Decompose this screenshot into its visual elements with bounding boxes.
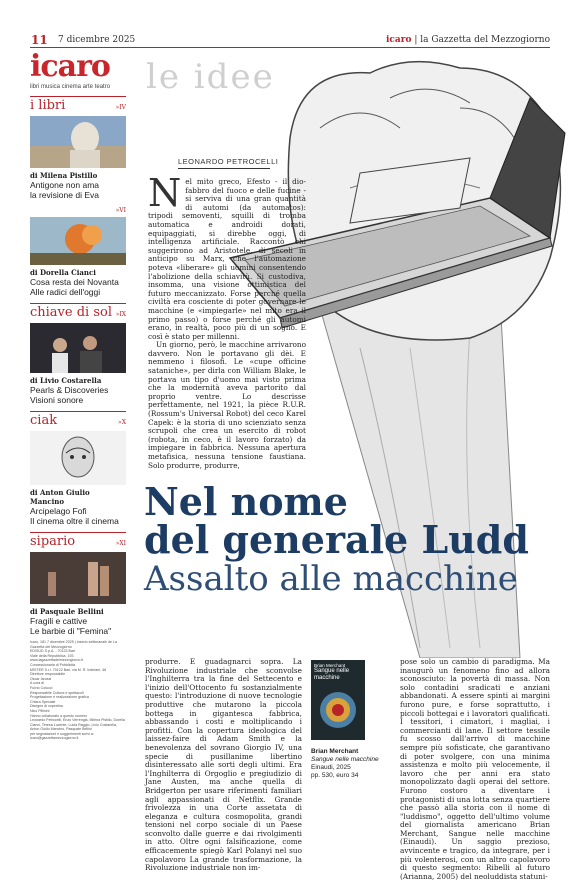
- article-title[interactable]: Antigone non ama la revisione di Eva: [30, 180, 99, 200]
- article-column-3: pose solo un cambio di paradigma. Ma inaugurò un fenomeno fino ad allora sconosciuto: la povertà di massa. Non solo contadini sradicati e anziani abbandonati. A essere spinti ai margini furono pure, e forse soprattutto, i piccoli bottegai e i lavoratori qualificati. I tessitori, i cimatori, i magliai, i commercianti di lane. Il settore tessile fu scosso dall'arrivo di macchine sempre più sofisticate, che garantivano di poter svolgere, con una minima assistenza e molto più velocemente, il lavoro che per anni era stato monopolizzato dagli operai del settore. Furono costoro a diventare i protagonisti di una lotta senza quartiere che passò alla storia con il nome di "luddismo", oggetto dell'ultimo volume del giornalista americano Brian Merchant, Sangue nelle macchine (Einaudi). Un saggio prezioso, avvincente e tragico, da integrare, per i più volenterosi, con un altro capolavoro di questo segmento: Ribelli al futuro (Arianna, 2005) del neoluddista statuni-: [400, 657, 550, 881]
- section-heading-sipario: sipario »XI: [30, 534, 126, 549]
- page-number: 11: [31, 33, 48, 47]
- section-heading-chiave-di-sol: chiave di sol »IX: [30, 305, 126, 320]
- thumb-stage-figures[interactable]: [30, 552, 126, 604]
- page-ref: »XI: [115, 540, 126, 547]
- article-title[interactable]: Arcipelago Fofi Il cinema oltre il cinema: [30, 506, 119, 526]
- issue-date: 7 dicembre 2025: [58, 35, 136, 45]
- article-author: di Livio Costarella: [30, 376, 102, 385]
- article-author: di Anton Giulio Mancino: [30, 488, 90, 506]
- section-heading-libri: i libri »IV: [30, 98, 126, 113]
- thumb-musicians[interactable]: [30, 323, 126, 373]
- page-ref: »IV: [115, 104, 126, 111]
- section-heading-blank: [30, 206, 126, 214]
- article-title[interactable]: Pearls & Discoveries Visioni sonore: [30, 385, 109, 405]
- intro-paragraph-2: Un giorno, però, le macchine arrivarono davvero. Non le portavano gli dèi. E nemmeno i filosofi. Le «cupe officine sataniche», per dirla con William Blake, le portava un tipo d'uomo mai visto prima che la modernità aveva partorito dal proprio ventre. Lo descrisse perfettamente, nel 1921, la pièce R.U.R. (Rossum's Universal Robot) del ceco Karel Capek: è la storia di uno scienziato senza scrupoli che crea un esercito di robot (robota, in ceco, è il lavoro forzato) da impiegare in fabbrica. Nessuna apertura metafisica, nessuna tensione faustiana. Solo produrre, produrre,: [148, 340, 306, 470]
- article-byline: LEONARDO PETROCELLI: [178, 157, 279, 166]
- article-intro: [148, 171, 306, 470]
- article-title[interactable]: Cosa resta dei Novanta Alle radici dell'oggi: [30, 277, 119, 297]
- thumb-portrait-sketch[interactable]: [30, 431, 126, 485]
- section-heading-ciak: ciak »X: [30, 413, 126, 428]
- icaro-logo: icaro: [30, 49, 110, 84]
- headline-subtitle: Assalto alle macchine: [144, 559, 518, 599]
- article-title[interactable]: Fragili e cattive Le barbie di "Femina": [30, 616, 112, 636]
- headline-line-2: del generale Ludd: [144, 517, 529, 562]
- headline-line-1: Nel nome: [144, 479, 348, 524]
- byline-rule: [178, 168, 270, 169]
- book-cover-text: Brian Merchant Sangue nelle macchine: [314, 663, 350, 681]
- logo-tagline: libri musica cinema arte teatro: [30, 84, 111, 90]
- thumb-statue[interactable]: [30, 116, 126, 168]
- header-publication: icaro | la Gazzetta del Mezzogiorno: [385, 35, 550, 45]
- colophon: Icaro, 181 7 dicembre 2025 | Inserto settimanale de La Gazzetta del Mezzogiorno EDISUD S.p.A. - 70123 Bari Viale della Repubblica, 193 www.lagazzettadelmezzogiorno.it Concessionaria di Pubblicità MISTER S.r.l. 70122 Bari, via M. R. Imbriani, 48 Direttore responsabile Oscar Iarussi A cura di Fulvio Colucci Responsabile Cultura e spettacoli Progettazione e realizzazione grafica Chiara Speciale Disegno di copertina Nico Pillinini Hanno collaborato a questo numero Leonardo Petrocelli, Enzo Verrengia, Milena Pistillo, Dorella Cianci, Teresa Lucente, Lucia Raggio, Livio Costarella, Anton Giulio Mancino, Pasquale Bellini per segnalazioni e suggerimenti scrivi a: icaro@gazzettamezzogiorno.it: [30, 640, 125, 741]
- header-brand: icaro: [385, 35, 412, 45]
- page-ref: »VI: [115, 207, 126, 214]
- page-ref: »X: [118, 419, 126, 426]
- headline: [144, 479, 564, 599]
- header-newspaper: la Gazzetta del Mezzogiorno: [420, 35, 550, 45]
- intro-paragraph-1: el mito greco, Efesto - il dio-fabbro del fuoco e delle fucine - si serviva di una gran quantità di automi (da automatos): tripodi semoventi, squilli di tromba automatica e androidi dorati, equipaggiati, si direbbe oggi, di intelligenza artificiale. Raccontò chi suggerirono ad Aristotele, di secoli in anticipo su Marx, che l'automazione poteva «liberare» gli uomini consentendo l'abolizione della schiavitù. Si custodiva, insomma, una visione ottimistica del futuro meccanizzato. Forse perché quella civiltà era cosciente di poter governare le macchine (e «impiegarle» nel mito era il primo passo) o forse perché gli automi erano, in realtà, poco più di un sogno. E così è stato per millenni.: [148, 177, 306, 341]
- section-title: le idee: [146, 57, 275, 97]
- article-author: di Pasquale Bellini: [30, 607, 104, 616]
- sidebar: [30, 49, 126, 812]
- drop-cap: N: [148, 171, 182, 215]
- article-column-1: produrre. E guadagnarci sopra. La Rivoluzione industriale che sconvolse l'Inghilterra tra la fine del Settecento e l'inizio dell'Ottocento fu sostanzialmente questo: l'introduzione di nuove tecnologie produttive che mutarono la piccola bottega in gigantesca fabbrica, abbassando i costi e moltiplicando i profitti. Con la copertura ideologica del laissez-faire di Adam Smith e la benevolenza del sovrano Giorgio IV, una specie di pusillanime libertino disinteressato alle sorti degli ultimi. Era l'Inghilterra di Orgoglio e pregiudizio di Jane Austen, ma anche quella di Bridgerton per usare riferimenti familiari agli appassionati di Netflix. Grande frivolezza in una Corte assetata di eleganza e cultura cosmopolita, grandi tensioni nel corpo sociale di un Paese sconvolto dalle guerre e dai rivolgimenti in atto. Oltre ogni falsificazione, come efficacemente spiegò Karl Polanyi nel suo capolavoro La grande trasformazione, la Rivoluzione industriale non im-: [145, 657, 302, 873]
- article-author: di Milena Pistillo: [30, 171, 98, 180]
- page-ref: »IX: [115, 311, 126, 318]
- article-author: di Dorella Cianci: [30, 268, 96, 277]
- thumb-explosion[interactable]: [30, 217, 126, 265]
- book-caption: Brian Merchant Sangue nelle macchine Einaudi, 2025 pp. 530, euro 34: [311, 748, 379, 779]
